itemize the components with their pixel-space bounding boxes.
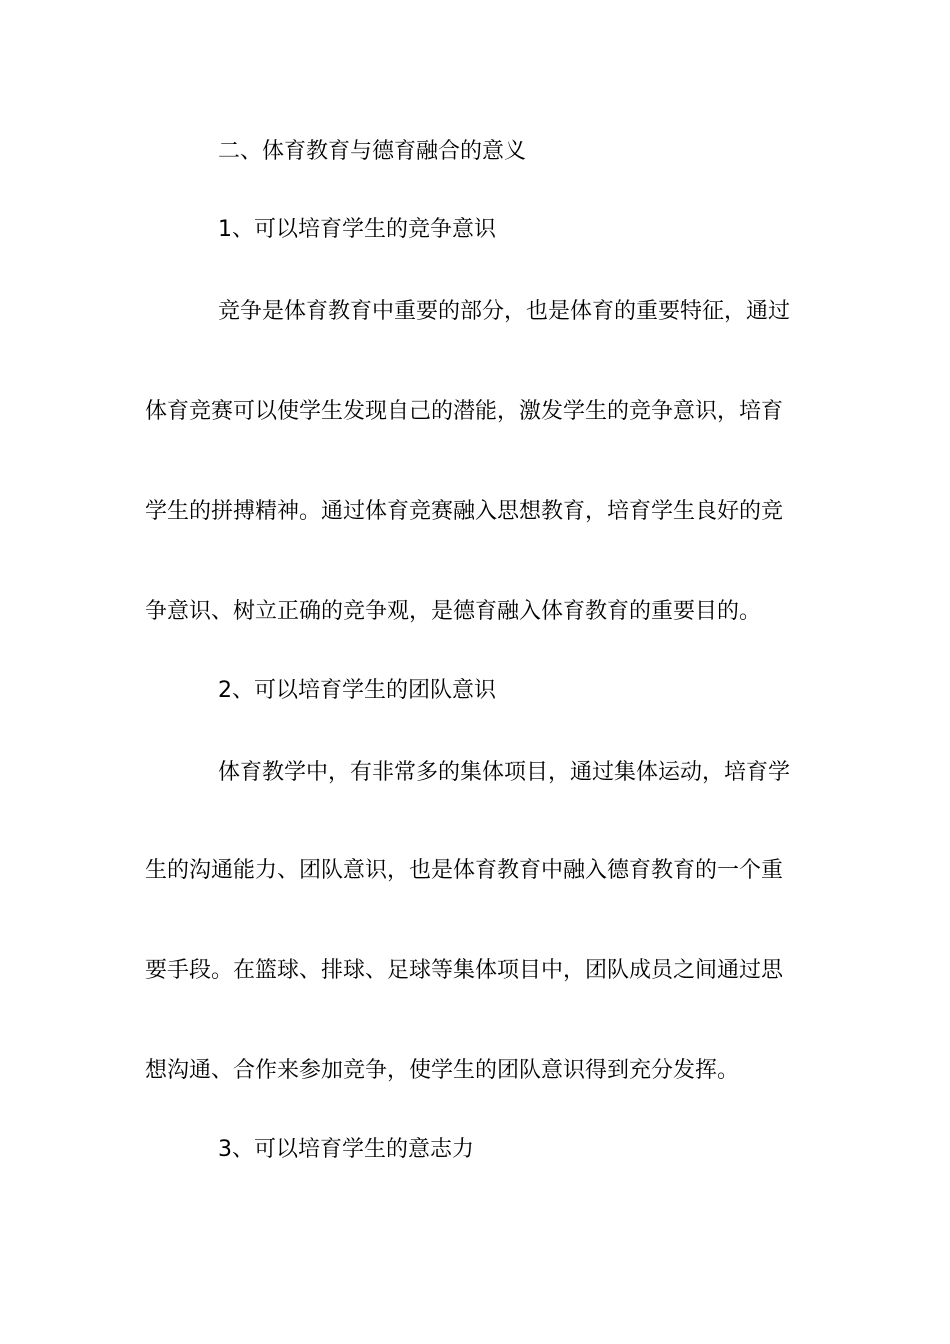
subsection-heading-1: 1、可以培育学生的竞争意识 <box>218 217 496 242</box>
paragraph-line: 竞争是体育教育中重要的部分，也是体育的重要特征，通过 <box>218 299 791 324</box>
paragraph-line: 体育教学中，有非常多的集体项目，通过集体运动，培育学 <box>218 760 791 785</box>
paragraph-line: 体育竞赛可以使学生发现自己的潜能，激发学生的竞争意识，培育 <box>145 399 784 424</box>
paragraph-line: 要手段。在篮球、排球、足球等集体项目中，团队成员之间通过思 <box>145 958 784 983</box>
section-heading: 二、体育教育与德育融合的意义 <box>218 139 527 164</box>
paragraph-line: 学生的拼搏精神。通过体育竞赛融入思想教育，培育学生良好的竞 <box>145 499 784 524</box>
subsection-heading-2: 2、可以培育学生的团队意识 <box>218 678 496 703</box>
paragraph-line: 争意识、树立正确的竞争观，是德育融入体育教育的重要目的。 <box>145 599 762 624</box>
subsection-heading-3: 3、可以培育学生的意志力 <box>218 1137 474 1162</box>
paragraph-line: 生的沟通能力、团队意识，也是体育教育中融入德育教育的一个重 <box>145 858 784 883</box>
paragraph-line: 想沟通、合作来参加竞争，使学生的团队意识得到充分发挥。 <box>145 1058 740 1083</box>
